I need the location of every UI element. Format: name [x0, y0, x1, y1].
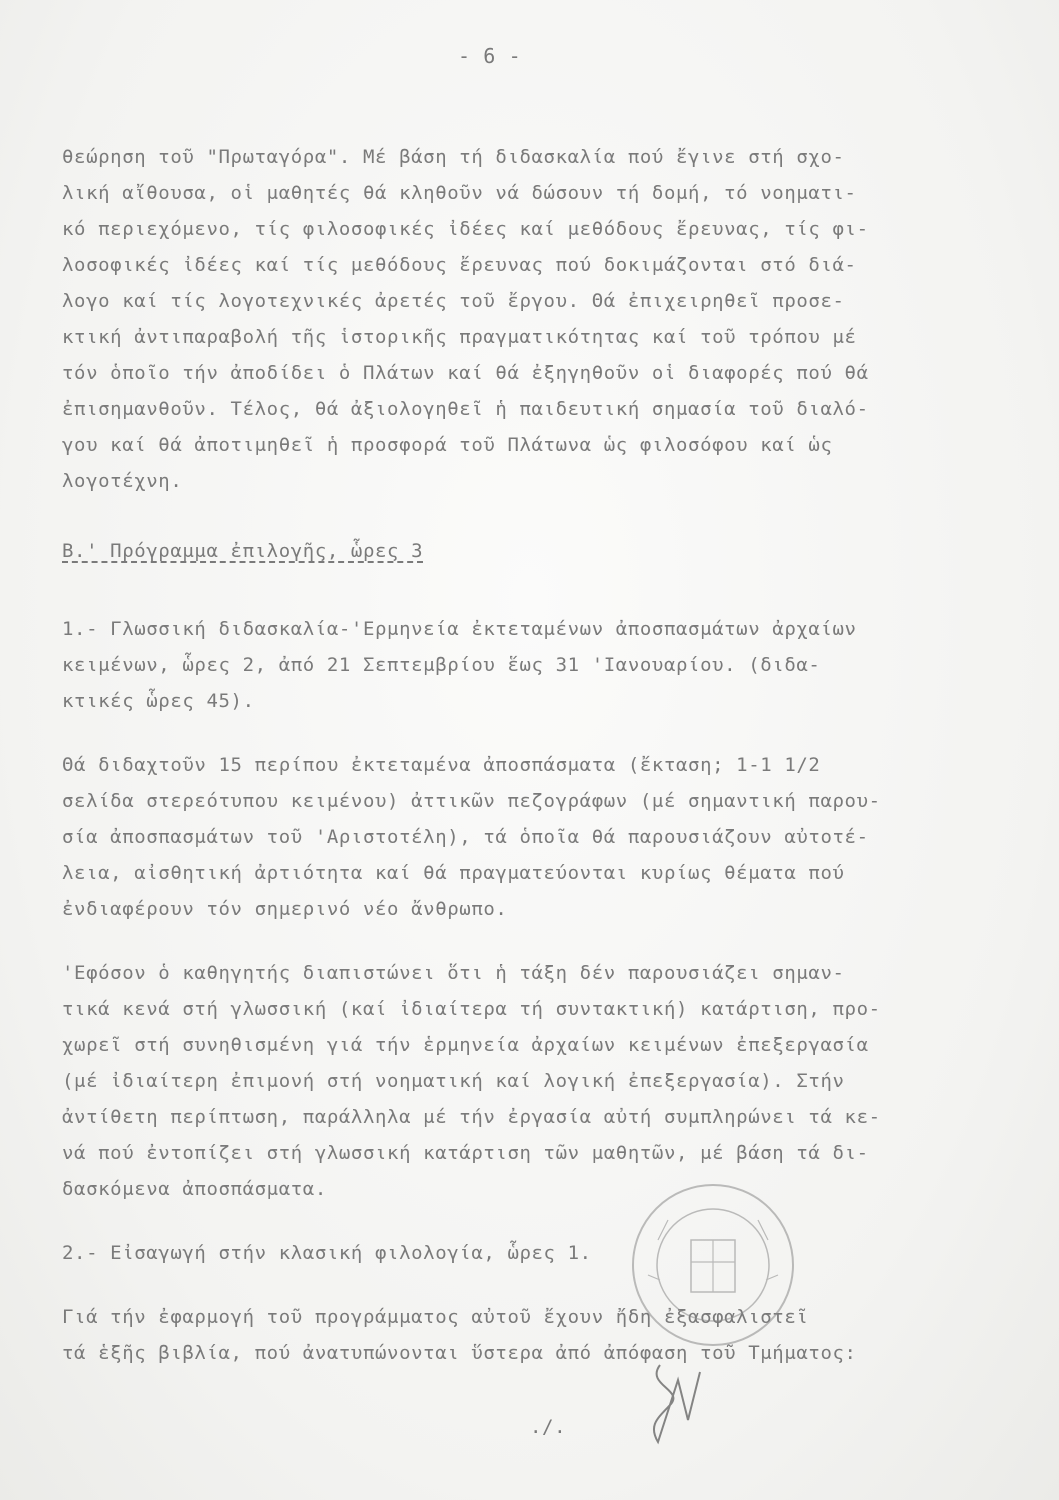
list-item-1-line: κειμένων, ὧρες 2, ἀπό 21 Σεπτεμβρίου ἕως 31 'Ιανουαρίου. (διδα- — [62, 654, 821, 676]
paragraph-2-line: ἐνδιαφέρουν τόν σημερινό νέο ἄνθρωπο. — [62, 898, 508, 920]
paragraph-2-line: σία ἀποσπασμάτων τοῦ 'Αριστοτέλη), τά ὁποῖα θά παρουσιάζουν αὐτοτέ- — [62, 826, 869, 848]
paragraph-3-line: 'Εφόσον ὁ καθηγητής διαπιστώνει ὅτι ἡ τάξη δέν παρουσιάζει σημαν- — [62, 962, 845, 984]
handwritten-signature — [640, 1360, 710, 1450]
paragraph-2-line: λεια, αἰσθητική ἀρτιότητα καί θά πραγματεύονται κυρίως θέματα πού — [62, 862, 845, 884]
paragraph-1-line: ἐπισημανθοῦν. Τέλος, θά ἀξιολογηθεῖ ἡ παιδευτική σημασία τοῦ διαλό- — [62, 398, 869, 420]
paragraph-1-line: λογο καί τίς λογοτεχνικές ἀρετές τοῦ ἔργου. Θά ἐπιχειρηθεῖ προσε- — [62, 290, 845, 312]
paragraph-3-line: τικά κενά στή γλωσσική (καί ἰδιαίτερα τή συντακτική) κατάρτιση, προ- — [62, 998, 881, 1020]
list-item-1-line: κτικές ὧρες 45). — [62, 690, 255, 712]
paragraph-1-line: λοσοφικές ἰδέες καί τίς μεθόδους ἔρευνας πού δοκιμάζονται στό διά- — [62, 254, 857, 276]
paragraph-1-line: τόν ὁποῖο τήν ἀποδίδει ὁ Πλάτων καί θά ἐξηγηθοῦν οἱ διαφορές πού θά — [62, 362, 869, 384]
paragraph-4-line: Γιά τήν ἐφαρμογή τοῦ προγράμματος αὐτοῦ ἔχουν ἤδη ἐξασφαλιστεῖ — [62, 1306, 809, 1328]
paragraph-1-line: κό περιεχόμενο, τίς φιλοσοφικές ἰδέες καί μεθόδους ἔρευνας, τίς φι- — [62, 218, 869, 240]
paragraph-1-line: θεώρηση τοῦ "Πρωταγόρα". Μέ βάση τή διδασκαλία πού ἔγινε στή σχο- — [62, 146, 845, 168]
paragraph-3-line: (μέ ἰδιαίτερη ἐπιμονή στή νοηματική καί λογική ἐπεξεργασία). Στήν — [62, 1070, 845, 1092]
paragraph-3-line: νά πού ἐντοπίζει στή γλωσσική κατάρτιση τῶν μαθητῶν, μέ βάση τά δι- — [62, 1142, 869, 1164]
list-item-1-line: 1.- Γλωσσική διδασκαλία-'Ερμηνεία ἐκτεταμένων ἀποσπασμάτων ἀρχαίων — [62, 618, 857, 640]
list-item-2: 2.- Εἰσαγωγή στήν κλασική φιλολογία, ὧρες 1. — [62, 1242, 592, 1264]
paragraph-2-line: σελίδα στερεότυπου κειμένου) ἀττικῶν πεζογράφων (μέ σημαντική παρου- — [62, 790, 881, 812]
paragraph-2-line: Θά διδαχτοῦν 15 περίπου ἐκτεταμένα ἀποσπάσματα (ἔκταση; 1-1 1/2 — [62, 754, 821, 776]
section-heading: Β.' Πρόγραμμα ἐπιλογῆς, ὧρες 3 — [62, 540, 424, 562]
continuation-mark: ./. — [530, 1416, 567, 1438]
paragraph-3-line: χωρεῖ στή συνηθισμένη γιά τήν ἑρμηνεία ἀρχαίων κειμένων ἐπεξεργασία — [62, 1034, 869, 1056]
paragraph-4-line: τά ἑξῆς βιβλία, πού ἀνατυπώνονται ὕστερα ἀπό ἀπόφαση τοῦ Τμήματος: — [62, 1342, 857, 1364]
page-number: - 6 - — [458, 44, 522, 68]
paragraph-3-line: ἀντίθετη περίπτωση, παράλληλα μέ τήν ἐργασία αὐτή συμπληρώνει τά κε- — [62, 1106, 881, 1128]
official-seal-stamp — [628, 1180, 798, 1350]
paragraph-1-line: γου καί θά ἀποτιμηθεῖ ἡ προσφορά τοῦ Πλάτωνα ὡς φιλοσόφου καί ὡς — [62, 434, 833, 456]
paragraph-1-line: λική αἴθουσα, οἱ μαθητές θά κληθοῦν νά δώσουν τή δομή, τό νοηματι- — [62, 182, 857, 204]
paragraph-1-line: λογοτέχνη. — [62, 470, 183, 492]
paragraph-1-line: κτική ἀντιπαραβολή τῆς ἱστορικῆς πραγματικότητας καί τοῦ τρόπου μέ — [62, 326, 857, 348]
paragraph-3-line: δασκόμενα ἀποσπάσματα. — [62, 1178, 327, 1200]
